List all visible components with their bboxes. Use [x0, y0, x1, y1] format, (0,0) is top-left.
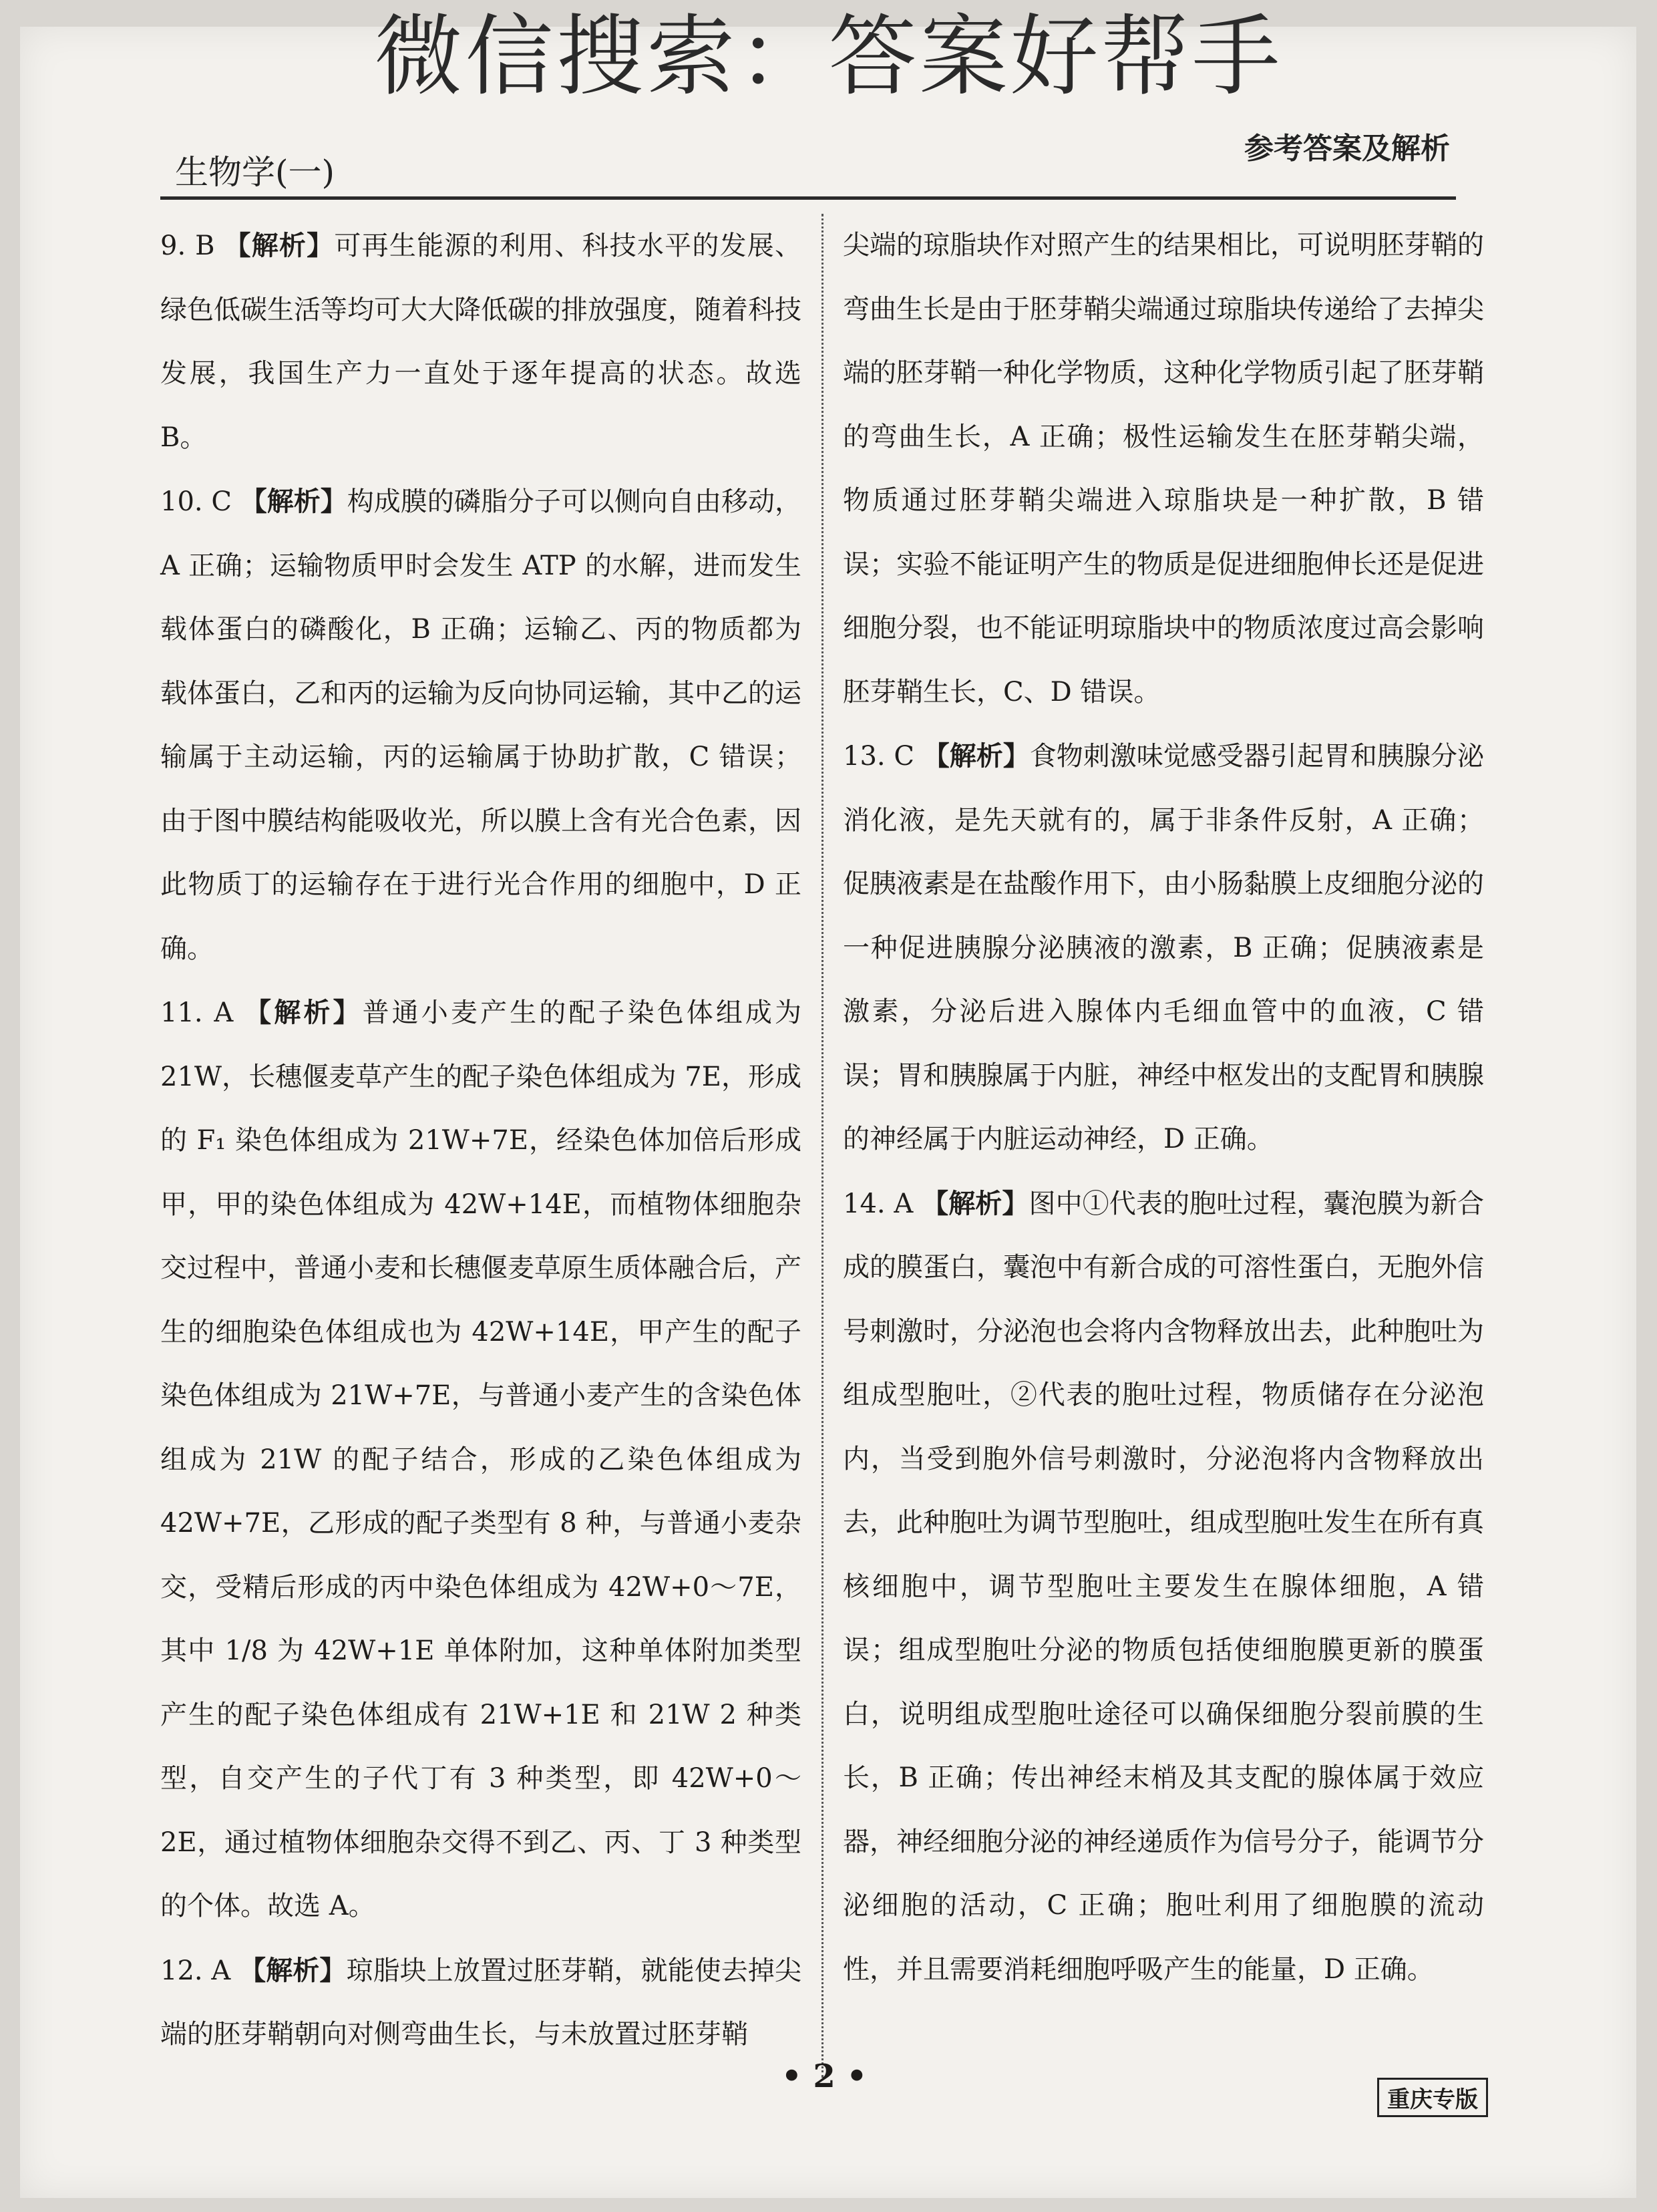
analysis-tag: 【解析】 [239, 1954, 347, 1986]
question-number: 13. C [843, 741, 914, 772]
subject-title: 生物学(一) [175, 153, 335, 192]
analysis-text: 食物刺激味觉感受器引起胃和胰腺分泌消化液，是先天就有的，属于非条件反射，A 正确；促胰液素是在盐酸作用下，由小肠黏膜上皮细胞分泌的一种促进胰腺分泌胰液的激素，B 正确；促胰液素是激素，分泌后进入腺体内毛细血管中的血液，C 错误；胃和胰腺属于内脏，神经中枢发出的支配胃和胰腺的神经属于内脏运动神经，D 正确。 [843, 741, 1484, 1154]
answer-item [160, 1939, 801, 2067]
analysis-text: 琼脂块上放置过胚芽鞘，就能使去掉尖端的胚芽鞘朝向对侧弯曲生长，与未放置过胚芽鞘 [160, 1955, 801, 2050]
right-column [843, 214, 1484, 2002]
analysis-text: 普通小麦产生的配子染色体组成为 21W，长穗偃麦草产生的配子染色体组成为 7E，形成的 F₁ 染色体组成为 21W+7E，经染色体加倍后形成甲，甲的染色体组成为 42W+14E，而植物体细胞杂交过程中，普通小麦和长穗偃麦草原生质体融合后，产生的细胞染色体组成也为 42W+14E，甲产生的配子染色体组成为 21W+7E，与普通小麦产生的含染色体组成为 21W 的配子结合，形成的乙染色体组成为 42W+7E，乙形成的配子类型有 8 种，与普通小麦杂交，受精后形成的丙中染色体组成为 42W+0～7E，其中 1/8 为 42W+1E 单体附加，这种单体附加类型产生的配子染色体组成有 21W+1E 和 21W 2 种类型，自交产生的子代丁有 3 种类型，即 42W+0～2E，通过植物体细胞杂交得不到乙、丙、丁 3 种类型的个体。故选 A。 [160, 997, 802, 1921]
answer-item [843, 724, 1484, 1172]
analysis-text: 图中①代表的胞吐过程，囊泡膜为新合成的膜蛋白，囊泡中有新合成的可溶性蛋白，无胞外信号刺激时，分泌泡也会将内含物释放出去，此种胞吐为组成型胞吐，②代表的胞吐过程，物质储存在分泌泡内，当受到胞外信号刺激时，分泌泡将内含物释放出去，此种胞吐为调节型胞吐，组成型胞吐发生在所有真核细胞中，调节型胞吐主要发生在腺体细胞，A 错误；组成型胞吐分泌的物质包括使细胞膜更新的膜蛋白，说明组成型胞吐途径可以确保细胞分裂前膜的生长，B 正确；传出神经末梢及其支配的腺体属于效应器，神经细胞分泌的神经递质作为信号分子，能调节分泌细胞的活动，C 正确；胞吐利用了细胞膜的流动性，并且需要消耗细胞呼吸产生的能量，D 正确。 [843, 1188, 1484, 1985]
answer-item [160, 981, 801, 1939]
answer-item [843, 214, 1484, 724]
answer-item [843, 1172, 1484, 2002]
header-divider [160, 196, 1456, 200]
answer-item [160, 470, 801, 981]
answer-item [160, 214, 801, 470]
analysis-text: 可再生能源的利用、科技水平的发展、绿色低碳生活等均可大大降低碳的排放强度，随着科技发展，我国生产力一直处于逐年提高的状态。故选 B。 [160, 230, 802, 453]
edition-badge: 重庆专版 [1377, 2078, 1488, 2117]
question-number: 9. B [160, 230, 215, 261]
analysis-tag: 【解析】 [240, 486, 347, 517]
analysis-tag: 【解析】 [224, 230, 335, 261]
question-number: 10. C [160, 486, 232, 517]
analysis-tag: 【解析】 [244, 997, 363, 1028]
page-number: • 2 • [781, 2058, 868, 2095]
question-number: 11. A [160, 997, 234, 1028]
question-number: 14. A [843, 1188, 914, 1219]
column-divider [821, 214, 823, 2078]
question-number: 12. A [160, 1955, 231, 1986]
analysis-text: 构成膜的磷脂分子可以侧向自由移动，A 正确；运输物质甲时会发生 ATP 的水解，进而发生载体蛋白的磷酸化，B 正确；运输乙、丙的物质都为载体蛋白，乙和丙的运输为反向协同运输，其中乙的运输属于主动运输，丙的运输属于协助扩散，C 错误；由于图中膜结构能吸收光，所以膜上含有光合色素，因此物质丁的运输存在于进行光合作用的细胞中，D 正确。 [160, 486, 801, 964]
answer-section-title: 参考答案及解析 [1244, 132, 1450, 166]
watermark-text: 微信搜索：答案好帮手 [374, 5, 1283, 108]
analysis-text: 尖端的琼脂块作对照产生的结果相比，可说明胚芽鞘的弯曲生长是由于胚芽鞘尖端通过琼脂块传递给了去掉尖端的胚芽鞘一种化学物质，这种化学物质引起了胚芽鞘的弯曲生长，A 正确；极性运输发生在胚芽鞘尖端，物质通过胚芽鞘尖端进入琼脂块是一种扩散，B 错误；实验不能证明产生的物质是促进细胞伸长还是促进细胞分裂，也不能证明琼脂块中的物质浓度过高会影响胚芽鞘生长，C、D 错误。 [843, 230, 1484, 707]
analysis-tag: 【解析】 [922, 1187, 1029, 1219]
left-column [160, 214, 801, 2067]
analysis-tag: 【解析】 [922, 740, 1030, 772]
